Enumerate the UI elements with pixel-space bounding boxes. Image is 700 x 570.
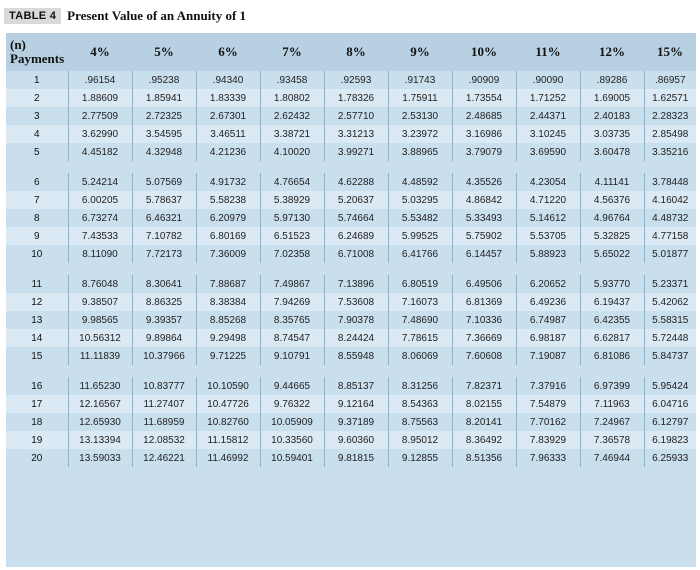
value-cell: 1.71252: [516, 89, 580, 107]
value-cell: 5.58238: [196, 191, 260, 209]
value-cell: 10.83777: [132, 377, 196, 395]
value-cell: 5.72448: [644, 329, 696, 347]
value-cell: 2.77509: [68, 107, 132, 125]
period-cell: 13: [6, 311, 68, 329]
value-cell: 2.40183: [580, 107, 644, 125]
value-cell: 1.83339: [196, 89, 260, 107]
period-cell: 12: [6, 293, 68, 311]
value-cell: 4.56376: [580, 191, 644, 209]
value-cell: 7.70162: [516, 413, 580, 431]
table-row: [6, 413, 696, 431]
value-cell: 7.16073: [388, 293, 452, 311]
value-cell: 9.71225: [196, 347, 260, 365]
separator-cell: [452, 161, 516, 173]
value-cell: 9.12164: [324, 395, 388, 413]
value-cell: 10.59401: [260, 449, 324, 467]
value-cell: 3.31213: [324, 125, 388, 143]
period-cell: 5: [6, 143, 68, 161]
value-cell: 2.57710: [324, 107, 388, 125]
value-cell: 4.71220: [516, 191, 580, 209]
value-cell: 9.12855: [388, 449, 452, 467]
value-cell: 9.60360: [324, 431, 388, 449]
value-cell: 9.37189: [324, 413, 388, 431]
value-cell: 4.35526: [452, 173, 516, 191]
value-cell: 6.51523: [260, 227, 324, 245]
value-cell: 7.36669: [452, 329, 516, 347]
value-cell: 9.98565: [68, 311, 132, 329]
value-cell: 7.82371: [452, 377, 516, 395]
value-cell: 2.62432: [260, 107, 324, 125]
table-row: [6, 107, 696, 125]
value-cell: 13.59033: [68, 449, 132, 467]
value-cell: 8.06069: [388, 347, 452, 365]
value-cell: 5.42062: [644, 293, 696, 311]
value-cell: 7.24967: [580, 413, 644, 431]
table-row: [6, 275, 696, 293]
period-cell: 8: [6, 209, 68, 227]
value-cell: 2.44371: [516, 107, 580, 125]
value-cell: 5.01877: [644, 245, 696, 263]
separator-cell: [452, 263, 516, 275]
value-cell: 4.96764: [580, 209, 644, 227]
table-body: [6, 71, 696, 467]
separator-cell: [68, 161, 132, 173]
value-cell: 8.86325: [132, 293, 196, 311]
separator-cell: [6, 161, 68, 173]
value-cell: 5.88923: [516, 245, 580, 263]
value-cell: 5.32825: [580, 227, 644, 245]
table-row: [6, 377, 696, 395]
separator-cell: [644, 161, 696, 173]
value-cell: 9.39357: [132, 311, 196, 329]
value-cell: 5.84737: [644, 347, 696, 365]
value-cell: 7.37916: [516, 377, 580, 395]
value-cell: 8.30641: [132, 275, 196, 293]
value-cell: 10.05909: [260, 413, 324, 431]
value-cell: 4.62288: [324, 173, 388, 191]
separator-cell: [644, 263, 696, 275]
value-cell: 5.65022: [580, 245, 644, 263]
value-cell: 7.10782: [132, 227, 196, 245]
table-row: [6, 449, 696, 467]
value-cell: 12.46221: [132, 449, 196, 467]
value-cell: 1.78326: [324, 89, 388, 107]
rate-header: 5%: [132, 33, 196, 71]
period-cell: 9: [6, 227, 68, 245]
period-cell: 3: [6, 107, 68, 125]
value-cell: 3.46511: [196, 125, 260, 143]
value-cell: 10.10590: [196, 377, 260, 395]
value-cell: 3.03735: [580, 125, 644, 143]
table-row: [6, 293, 696, 311]
value-cell: 3.88965: [388, 143, 452, 161]
period-cell: 11: [6, 275, 68, 293]
value-cell: 3.99271: [324, 143, 388, 161]
table-number-label: TABLE 4: [4, 8, 61, 24]
value-cell: .92593: [324, 71, 388, 89]
value-cell: 4.45182: [68, 143, 132, 161]
value-cell: 5.53705: [516, 227, 580, 245]
value-cell: 5.14612: [516, 209, 580, 227]
table-row: [6, 71, 696, 89]
value-cell: 6.19823: [644, 431, 696, 449]
value-cell: 6.20652: [516, 275, 580, 293]
value-cell: 8.36492: [452, 431, 516, 449]
value-cell: 6.80519: [388, 275, 452, 293]
separator-cell: [68, 365, 132, 377]
value-cell: 6.46321: [132, 209, 196, 227]
value-cell: 5.93770: [580, 275, 644, 293]
value-cell: 4.32948: [132, 143, 196, 161]
separator-cell: [324, 365, 388, 377]
value-cell: 7.88687: [196, 275, 260, 293]
period-cell: 16: [6, 377, 68, 395]
value-cell: 9.44665: [260, 377, 324, 395]
rate-header: 6%: [196, 33, 260, 71]
rate-header: 9%: [388, 33, 452, 71]
rate-header: 8%: [324, 33, 388, 71]
value-cell: 12.65930: [68, 413, 132, 431]
value-cell: 5.97130: [260, 209, 324, 227]
value-cell: 6.74987: [516, 311, 580, 329]
value-cell: 7.72173: [132, 245, 196, 263]
value-cell: 2.85498: [644, 125, 696, 143]
separator-cell: [6, 365, 68, 377]
group-separator: [6, 263, 696, 275]
table-caption: Present Value of an Annuity of 1: [67, 8, 247, 23]
separator-cell: [580, 263, 644, 275]
value-cell: 1.62571: [644, 89, 696, 107]
value-cell: 3.16986: [452, 125, 516, 143]
period-cell: 6: [6, 173, 68, 191]
value-cell: 6.81086: [580, 347, 644, 365]
value-cell: 6.97399: [580, 377, 644, 395]
value-cell: 2.72325: [132, 107, 196, 125]
value-cell: 6.71008: [324, 245, 388, 263]
value-cell: 12.16567: [68, 395, 132, 413]
value-cell: 4.48732: [644, 209, 696, 227]
separator-cell: [580, 161, 644, 173]
value-cell: 7.43533: [68, 227, 132, 245]
period-cell: 17: [6, 395, 68, 413]
value-cell: 5.38929: [260, 191, 324, 209]
value-cell: 10.56312: [68, 329, 132, 347]
period-cell: 4: [6, 125, 68, 143]
value-cell: 12.08532: [132, 431, 196, 449]
table-row: [6, 173, 696, 191]
value-cell: 7.36009: [196, 245, 260, 263]
value-cell: 3.38721: [260, 125, 324, 143]
value-cell: 3.23972: [388, 125, 452, 143]
period-cell: 19: [6, 431, 68, 449]
value-cell: 7.49867: [260, 275, 324, 293]
rate-header: 15%: [644, 33, 696, 71]
value-cell: 5.23371: [644, 275, 696, 293]
table-row: [6, 89, 696, 107]
table-row: [6, 431, 696, 449]
value-cell: 6.20979: [196, 209, 260, 227]
value-cell: 4.48592: [388, 173, 452, 191]
value-cell: 9.38507: [68, 293, 132, 311]
value-cell: 6.49506: [452, 275, 516, 293]
payments-header: [6, 33, 68, 71]
value-cell: 6.73274: [68, 209, 132, 227]
value-cell: 10.37966: [132, 347, 196, 365]
value-cell: 8.31256: [388, 377, 452, 395]
value-cell: .91743: [388, 71, 452, 89]
payments-label: Payments: [10, 51, 65, 66]
value-cell: 3.62990: [68, 125, 132, 143]
table-row: [6, 227, 696, 245]
value-cell: 7.10336: [452, 311, 516, 329]
group-separator: [6, 365, 696, 377]
rate-header: 11%: [516, 33, 580, 71]
separator-cell: [6, 263, 68, 275]
value-cell: 9.89864: [132, 329, 196, 347]
value-cell: 11.15812: [196, 431, 260, 449]
value-cell: 5.20637: [324, 191, 388, 209]
value-cell: 7.78615: [388, 329, 452, 347]
annuity-table: [6, 33, 696, 467]
value-cell: 2.53130: [388, 107, 452, 125]
rate-header: 4%: [68, 33, 132, 71]
value-cell: 6.19437: [580, 293, 644, 311]
value-cell: 6.62817: [580, 329, 644, 347]
value-cell: 7.94269: [260, 293, 324, 311]
value-cell: .94340: [196, 71, 260, 89]
value-cell: 7.46944: [580, 449, 644, 467]
period-cell: 2: [6, 89, 68, 107]
separator-cell: [260, 263, 324, 275]
value-cell: 8.24424: [324, 329, 388, 347]
value-cell: 6.80169: [196, 227, 260, 245]
value-cell: 8.55948: [324, 347, 388, 365]
value-cell: 8.54363: [388, 395, 452, 413]
separator-cell: [132, 263, 196, 275]
separator-cell: [324, 263, 388, 275]
value-cell: 7.48690: [388, 311, 452, 329]
table-title: [4, 4, 694, 28]
value-cell: 8.85137: [324, 377, 388, 395]
value-cell: 7.83929: [516, 431, 580, 449]
value-cell: 7.02358: [260, 245, 324, 263]
value-cell: 5.78637: [132, 191, 196, 209]
value-cell: 7.60608: [452, 347, 516, 365]
value-cell: 8.85268: [196, 311, 260, 329]
value-cell: 8.02155: [452, 395, 516, 413]
period-cell: 20: [6, 449, 68, 467]
value-cell: .86957: [644, 71, 696, 89]
rate-header: 10%: [452, 33, 516, 71]
value-cell: 4.86842: [452, 191, 516, 209]
value-cell: 9.81815: [324, 449, 388, 467]
value-cell: 10.82760: [196, 413, 260, 431]
value-cell: 11.65230: [68, 377, 132, 395]
value-cell: 6.25933: [644, 449, 696, 467]
separator-cell: [516, 263, 580, 275]
value-cell: 4.11141: [580, 173, 644, 191]
value-cell: 8.75563: [388, 413, 452, 431]
value-cell: 5.53482: [388, 209, 452, 227]
value-cell: 7.13896: [324, 275, 388, 293]
rate-header: 7%: [260, 33, 324, 71]
table-row: [6, 209, 696, 227]
value-cell: 13.13394: [68, 431, 132, 449]
value-cell: 11.68959: [132, 413, 196, 431]
value-cell: 2.67301: [196, 107, 260, 125]
value-cell: 4.77158: [644, 227, 696, 245]
value-cell: 3.10245: [516, 125, 580, 143]
value-cell: 8.74547: [260, 329, 324, 347]
separator-cell: [516, 365, 580, 377]
value-cell: 5.75902: [452, 227, 516, 245]
value-cell: 11.11839: [68, 347, 132, 365]
separator-cell: [324, 161, 388, 173]
value-cell: .90090: [516, 71, 580, 89]
value-cell: 6.81369: [452, 293, 516, 311]
value-cell: 9.29498: [196, 329, 260, 347]
value-cell: 3.35216: [644, 143, 696, 161]
period-cell: 14: [6, 329, 68, 347]
value-cell: 11.46992: [196, 449, 260, 467]
value-cell: 8.51356: [452, 449, 516, 467]
value-cell: 8.76048: [68, 275, 132, 293]
value-cell: 7.90378: [324, 311, 388, 329]
separator-cell: [132, 365, 196, 377]
value-cell: 7.96333: [516, 449, 580, 467]
value-cell: 4.23054: [516, 173, 580, 191]
value-cell: 3.79079: [452, 143, 516, 161]
value-cell: 4.76654: [260, 173, 324, 191]
rate-header: 12%: [580, 33, 644, 71]
separator-cell: [388, 263, 452, 275]
value-cell: .93458: [260, 71, 324, 89]
value-cell: 5.95424: [644, 377, 696, 395]
value-cell: 3.60478: [580, 143, 644, 161]
value-cell: 4.21236: [196, 143, 260, 161]
value-cell: 1.88609: [68, 89, 132, 107]
value-cell: 10.47726: [196, 395, 260, 413]
value-cell: 4.10020: [260, 143, 324, 161]
header-row: [6, 33, 696, 71]
value-cell: 7.53608: [324, 293, 388, 311]
separator-cell: [452, 365, 516, 377]
value-cell: 7.54879: [516, 395, 580, 413]
period-cell: 15: [6, 347, 68, 365]
value-cell: 6.49236: [516, 293, 580, 311]
value-cell: 5.07569: [132, 173, 196, 191]
table-row: [6, 191, 696, 209]
value-cell: 10.33560: [260, 431, 324, 449]
value-cell: 6.98187: [516, 329, 580, 347]
separator-cell: [196, 365, 260, 377]
value-cell: 8.35765: [260, 311, 324, 329]
period-cell: 10: [6, 245, 68, 263]
table-row: [6, 245, 696, 263]
value-cell: 6.24689: [324, 227, 388, 245]
value-cell: 2.28323: [644, 107, 696, 125]
separator-cell: [580, 365, 644, 377]
separator-cell: [388, 365, 452, 377]
period-cell: 7: [6, 191, 68, 209]
value-cell: 5.24214: [68, 173, 132, 191]
value-cell: 3.54595: [132, 125, 196, 143]
separator-cell: [260, 365, 324, 377]
annuity-table-panel: [6, 33, 696, 567]
value-cell: 7.11963: [580, 395, 644, 413]
value-cell: 6.41766: [388, 245, 452, 263]
separator-cell: [260, 161, 324, 173]
value-cell: 6.42355: [580, 311, 644, 329]
value-cell: 6.14457: [452, 245, 516, 263]
value-cell: 4.16042: [644, 191, 696, 209]
table-row: [6, 347, 696, 365]
value-cell: 8.20141: [452, 413, 516, 431]
value-cell: 9.76322: [260, 395, 324, 413]
value-cell: 7.36578: [580, 431, 644, 449]
value-cell: .95238: [132, 71, 196, 89]
value-cell: .90909: [452, 71, 516, 89]
value-cell: 1.73554: [452, 89, 516, 107]
table-row: [6, 143, 696, 161]
value-cell: 5.03295: [388, 191, 452, 209]
period-cell: 18: [6, 413, 68, 431]
period-cell: 1: [6, 71, 68, 89]
separator-cell: [68, 263, 132, 275]
table-row: [6, 329, 696, 347]
value-cell: 11.27407: [132, 395, 196, 413]
value-cell: 1.75911: [388, 89, 452, 107]
table-row: [6, 311, 696, 329]
value-cell: 5.99525: [388, 227, 452, 245]
separator-cell: [516, 161, 580, 173]
value-cell: 3.78448: [644, 173, 696, 191]
value-cell: 1.69005: [580, 89, 644, 107]
separator-cell: [196, 161, 260, 173]
value-cell: 1.80802: [260, 89, 324, 107]
value-cell: .89286: [580, 71, 644, 89]
value-cell: 7.19087: [516, 347, 580, 365]
value-cell: 4.91732: [196, 173, 260, 191]
table-row: [6, 125, 696, 143]
value-cell: 2.48685: [452, 107, 516, 125]
group-separator: [6, 161, 696, 173]
value-cell: 5.33493: [452, 209, 516, 227]
value-cell: .96154: [68, 71, 132, 89]
value-cell: 6.12797: [644, 413, 696, 431]
value-cell: 5.74664: [324, 209, 388, 227]
value-cell: 6.04716: [644, 395, 696, 413]
table-row: [6, 395, 696, 413]
separator-cell: [644, 365, 696, 377]
separator-cell: [132, 161, 196, 173]
value-cell: 3.69590: [516, 143, 580, 161]
value-cell: 9.10791: [260, 347, 324, 365]
value-cell: 5.58315: [644, 311, 696, 329]
value-cell: 6.00205: [68, 191, 132, 209]
value-cell: 8.95012: [388, 431, 452, 449]
value-cell: 1.85941: [132, 89, 196, 107]
separator-cell: [388, 161, 452, 173]
n-label: (n): [10, 37, 26, 52]
value-cell: 8.11090: [68, 245, 132, 263]
separator-cell: [196, 263, 260, 275]
value-cell: 8.38384: [196, 293, 260, 311]
